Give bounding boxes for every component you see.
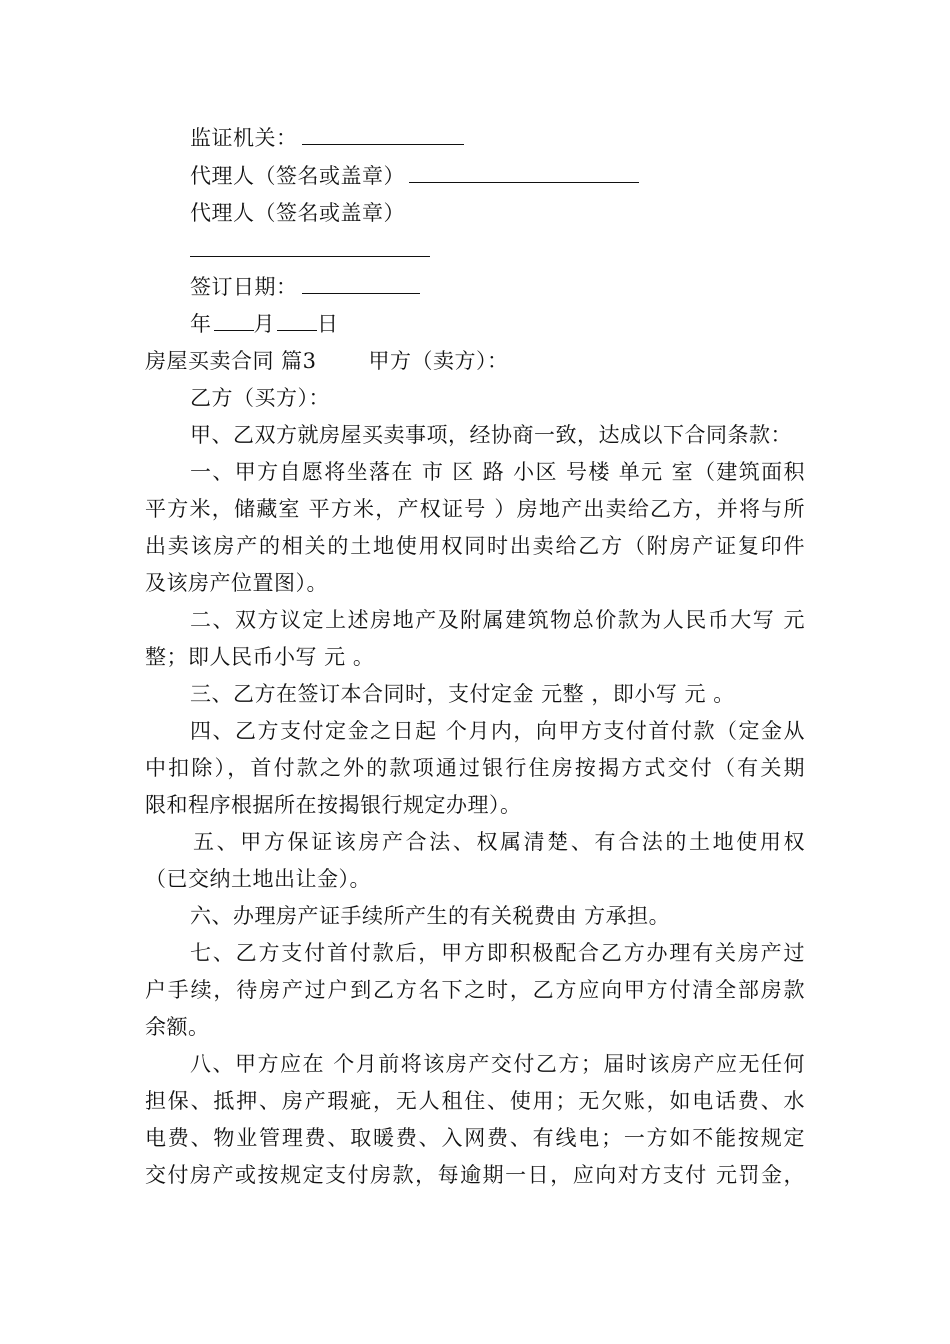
- clause-4-line-1: 四、乙方支付定金之日起 个月内，向甲方支付首付款（定金从: [190, 719, 805, 743]
- clause-3-line-1: 三、乙方在签订本合同时，支付定金 元整 ，即小写 元 。: [190, 682, 735, 706]
- clause-1-line-2: 平方米，储藏室 平方米，产权证号 ）房地产出卖给乙方，并将与所: [145, 497, 805, 521]
- intro-line: [190, 421, 792, 449]
- agent2-label: 代理人（签名或盖章）: [190, 201, 405, 225]
- clause-7-line-1: 七、乙方支付首付款后，甲方即积极配合乙方办理有关房产过: [190, 941, 805, 965]
- agent2-blank-line: [190, 236, 430, 264]
- clause-8-line-1: 八、甲方应在 个月前将该房产交付乙方；届时该房产应无任何: [190, 1052, 805, 1076]
- month-blank: [214, 310, 254, 331]
- clause-1-line-4: 及该房产位置图）。: [145, 571, 328, 595]
- clause-1-line-1: 一、甲方自愿将坐落在 市 区 路 小区 号楼 单元 室（建筑面积: [190, 460, 805, 484]
- clause-7-line-3: 余额。: [145, 1015, 210, 1039]
- sign-date-blank: [302, 273, 420, 294]
- clause-8-line-2: 担保、抵押、房产瑕疵，无人租住、使用；无欠账，如电话费、水: [145, 1089, 805, 1113]
- clause-2-line-2: 整；即人民币小写 元 。: [145, 645, 375, 669]
- date-year: 年: [190, 312, 212, 336]
- clause-1-line-3: 出卖该房产的相关的土地使用权同时出卖给乙方（附房产证复印件: [145, 534, 805, 558]
- section-heading: 房屋买卖合同 篇3: [145, 349, 317, 373]
- buyer-line: [190, 384, 330, 412]
- clause-5-line-1: 五、甲方保证该房产合法、权属清楚、有合法的土地使用权: [193, 830, 805, 854]
- supervisor-blank: [302, 124, 464, 145]
- agent1-blank: [409, 162, 639, 183]
- clause-7-line-2: 户手续，待房产过户到乙方名下之时，乙方应向甲方付清全部房款: [145, 978, 805, 1002]
- clause-4-line-2: 中扣除），首付款之外的款项通过银行住房按揭方式交付（有关期: [145, 756, 805, 780]
- section-heading-line: [145, 347, 509, 375]
- clause-4-line-3: 限和程序根据所在按揭银行规定办理）。: [145, 793, 522, 817]
- clause-8-line-4: 交付房产或按规定支付房款，每逾期一日，应向对方支付 元罚金，: [145, 1163, 805, 1187]
- buyer-label: 乙方（买方）：: [190, 386, 330, 410]
- agent1-line: [190, 162, 639, 190]
- date-line: [190, 310, 339, 338]
- agent2-blank: [190, 236, 430, 257]
- sign-date-line: [190, 273, 420, 301]
- agent1-label: 代理人（签名或盖章）: [190, 164, 405, 188]
- supervisor-line: [190, 124, 464, 152]
- sign-date-label: 签订日期：: [190, 275, 298, 299]
- date-day: 日: [317, 312, 339, 336]
- supervisor-label: 监证机关：: [190, 126, 298, 150]
- date-month: 月: [253, 312, 275, 336]
- clause-8-line-3: 电费、物业管理费、取暖费、入网费、有线电；一方如不能按规定: [145, 1126, 805, 1150]
- clause-5-line-2: （已交纳土地出让金）。: [145, 867, 371, 891]
- agent2-line: [190, 199, 405, 227]
- clause-2-line-1: 二、双方议定上述房地产及附属建筑物总价款为人民币大写 元: [190, 608, 805, 632]
- clause-6-line-1: 六、办理房产证手续所产生的有关税费由 方承担。: [190, 904, 671, 928]
- seller-label: 甲方（卖方）：: [368, 349, 509, 373]
- intro-text: 甲、乙双方就房屋买卖事项，经协商一致，达成以下合同条款：: [190, 423, 792, 447]
- day-blank: [277, 310, 317, 331]
